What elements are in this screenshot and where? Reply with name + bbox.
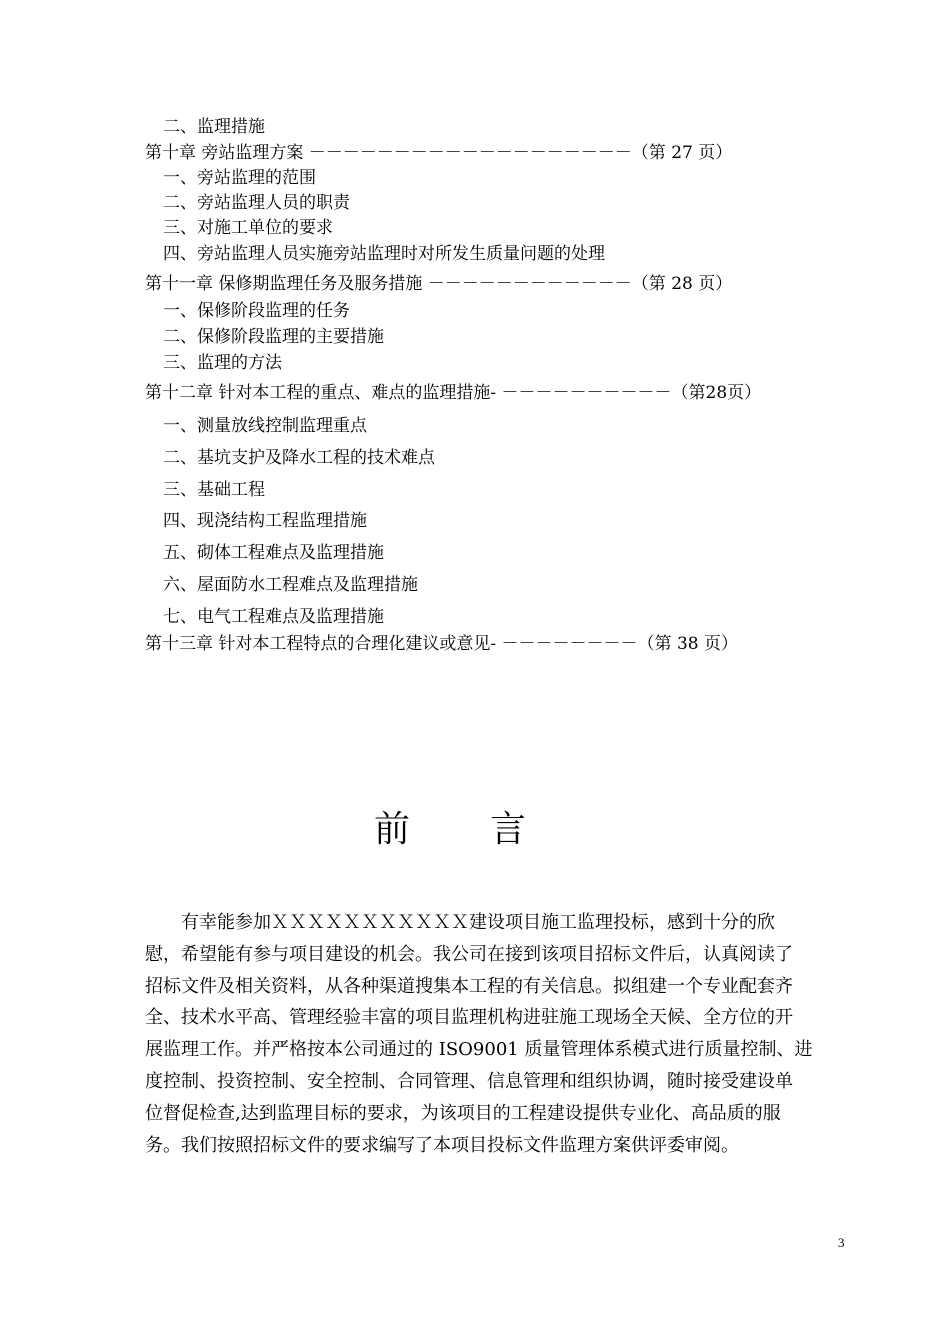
paragraph-line: 务。我们按照招标文件的要求编写了本项目投标文件监理方案供评委审阅。 xyxy=(145,1134,739,1156)
toc-entry: 一、测量放线控制监理重点 xyxy=(163,416,367,436)
paragraph-line: 展监理工作。并严格按本公司通过的 ISO9001 质量管理体系模式进行质量控制、进 xyxy=(145,1039,813,1061)
preface-heading-char-1: 前 xyxy=(373,809,410,850)
toc-entry: 二、保修阶段监理的主要措施 xyxy=(163,327,384,347)
preface-heading xyxy=(0,808,900,852)
toc-entry: 三、基础工程 xyxy=(163,480,265,500)
toc-entry: 二、监理措施 xyxy=(163,117,265,137)
toc-chapter: 第十三章 针对本工程特点的合理化建议或意见- －－－－－－－－（第 38 页） xyxy=(145,634,738,654)
paragraph-line: 慰，希望能有参与项目建设的机会。我公司在接到该项目招标文件后，认真阅读了 xyxy=(145,943,793,965)
toc-entry: 七、电气工程难点及监理措施 xyxy=(163,607,384,627)
toc-chapter: 第十章 旁站监理方案 －－－－－－－－－－－－－－－－－－－（第 27 页） xyxy=(145,143,733,163)
toc-entry: 五、砌体工程难点及监理措施 xyxy=(163,543,384,563)
toc-entry: 二、基坑支护及降水工程的技术难点 xyxy=(163,448,435,468)
preface-paragraph xyxy=(145,907,835,1161)
toc-entry: 一、保修阶段监理的任务 xyxy=(163,301,350,321)
toc-entry: 三、对施工单位的要求 xyxy=(163,218,333,238)
page-number: 3 xyxy=(838,1235,845,1250)
toc-chapter: 第十一章 保修期监理任务及服务措施 －－－－－－－－－－－－（第 28 页） xyxy=(145,274,733,294)
toc-entry: 四、现浇结构工程监理措施 xyxy=(163,511,367,531)
paragraph-line: 全、技术水平高、管理经验丰富的项目监理机构进驻施工现场全天候、全方位的开 xyxy=(145,1007,793,1029)
paragraph-line: 有幸能参加ＸＸＸＸＸＸＸＸＸＸＸ建设项目施工监理投标，感到十分的欣 xyxy=(145,912,775,933)
paragraph-line: 招标文件及相关资料，从各种渠道搜集本工程的有关信息。拟组建一个专业配套齐 xyxy=(145,975,793,997)
paragraph-line: 度控制、投资控制、安全控制、合同管理、信息管理和组织协调，随时接受建设单 xyxy=(145,1070,793,1092)
preface-heading-char-2: 言 xyxy=(490,809,527,850)
toc-chapter: 第十二章 针对本工程的重点、难点的监理措施- －－－－－－－－－－（第28页） xyxy=(145,383,762,403)
toc-entry: 一、旁站监理的范围 xyxy=(163,168,316,188)
toc-entry: 四、旁站监理人员实施旁站监理时对所发生质量问题的处理 xyxy=(163,244,605,264)
toc-entry: 六、屋面防水工程难点及监理措施 xyxy=(163,575,418,595)
toc-entry: 二、旁站监理人员的职责 xyxy=(163,193,350,213)
toc-entry: 三、监理的方法 xyxy=(163,353,282,373)
paragraph-line: 位督促检查,达到监理目标的要求，为该项目的工程建设提供专业化、高品质的服 xyxy=(145,1102,781,1124)
